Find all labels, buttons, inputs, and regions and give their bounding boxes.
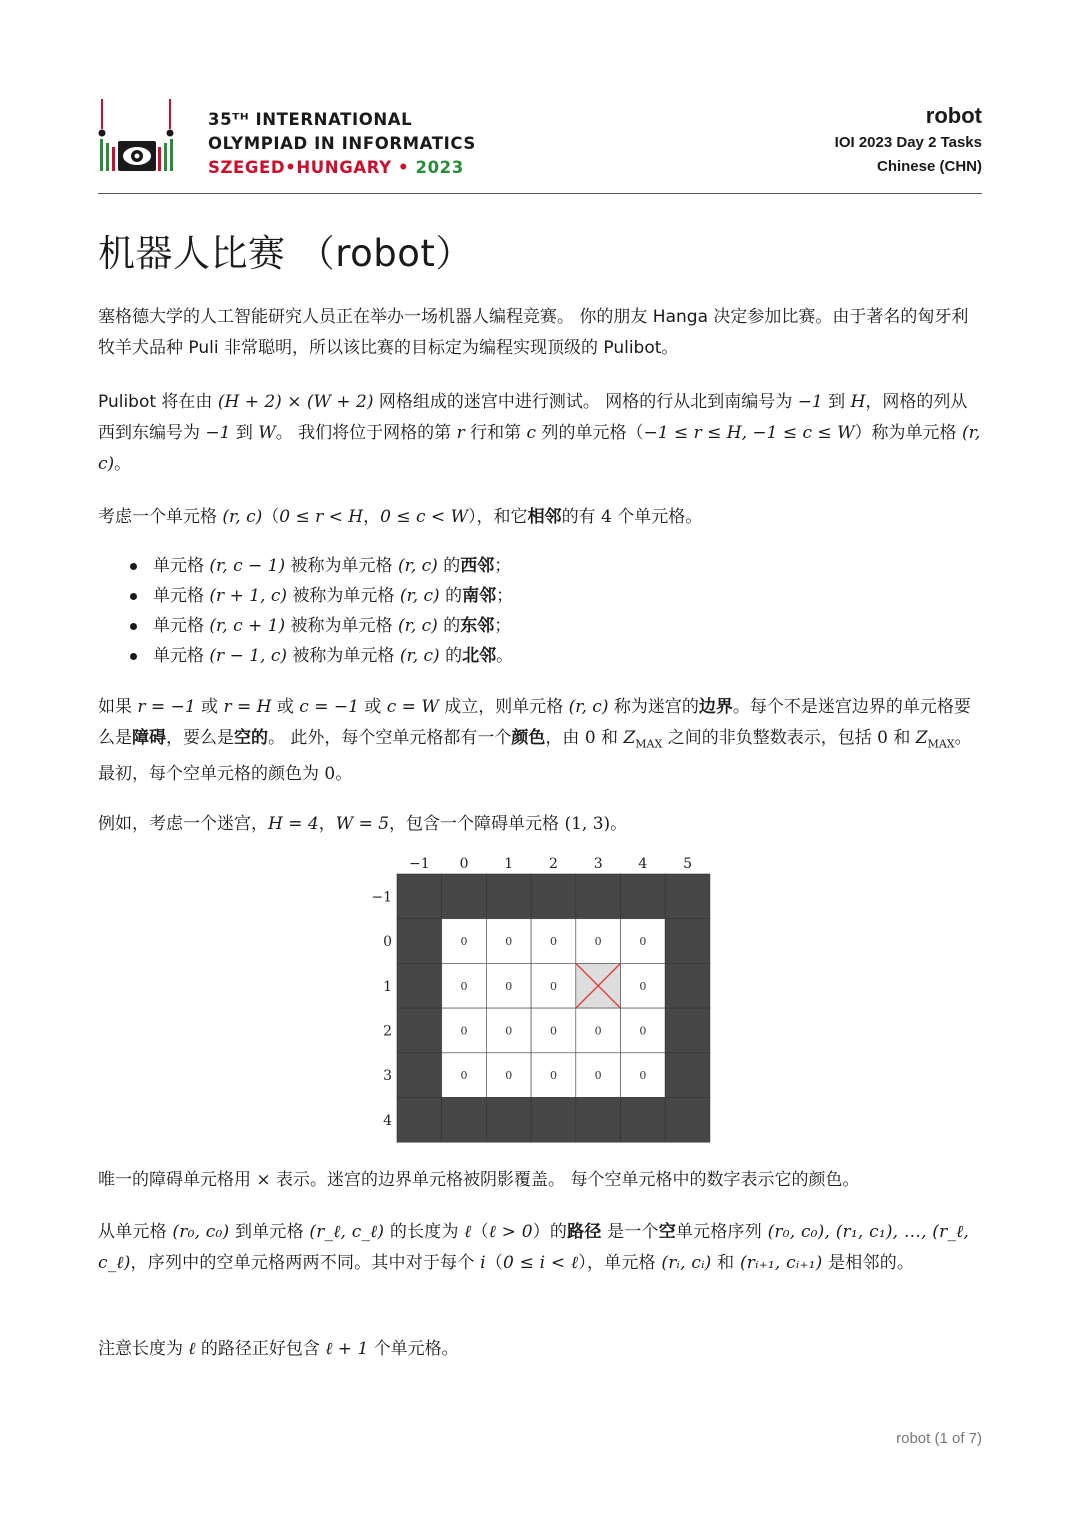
list-item: 单元格 (r − 1, c) 被称为单元格 (r, c) 的北邻。 xyxy=(98,641,982,671)
boundary-cell xyxy=(665,1098,710,1143)
header-meta xyxy=(835,101,982,179)
boundary-cell xyxy=(665,963,710,1008)
boundary-cell xyxy=(397,1008,442,1053)
path-note: 注意长度为 ℓ 的路径正好包含 ℓ + 1 个单元格。 xyxy=(98,1339,459,1359)
cell-color-value: 0 xyxy=(594,1024,602,1038)
boundary-cell xyxy=(397,874,442,919)
col-label: 1 xyxy=(504,856,514,872)
contest-name: IOI 2023 Day 2 Tasks xyxy=(834,134,982,151)
neighbor-list xyxy=(98,551,982,671)
ioi-line1: 35ᵀᴴ INTERNATIONAL xyxy=(208,110,413,129)
boundary-cell xyxy=(665,919,710,964)
col-label: 0 xyxy=(459,856,469,872)
boundary-cell xyxy=(486,874,531,919)
ioi-line2: OLYMPIAD IN INFORMATICS xyxy=(208,134,476,153)
example-paragraph: 例如，考虑一个迷宫，H = 4，W = 5，包含一个障碍单元格 (1, 3)。 xyxy=(98,814,628,834)
row-label: −1 xyxy=(371,889,392,906)
ioi-year: 2023 xyxy=(415,158,464,177)
col-label: 5 xyxy=(683,856,693,872)
list-item: 单元格 (r, c − 1) 被称为单元格 (r, c) 的西邻； xyxy=(98,551,982,581)
cell-color-value: 0 xyxy=(549,935,557,949)
col-label: 4 xyxy=(638,856,648,872)
cell-color-value: 0 xyxy=(505,935,513,949)
boundary-cell xyxy=(621,1098,666,1143)
boundary-cell xyxy=(442,1098,487,1143)
ioi-line3 xyxy=(208,156,476,180)
boundary-cell xyxy=(531,874,576,919)
cell-color-value: 0 xyxy=(594,935,602,949)
cell-color-value: 0 xyxy=(594,1069,602,1083)
boundary-cell xyxy=(486,1098,531,1143)
ioi-city: SZEGED•HUNGARY • xyxy=(208,158,416,177)
cell-color-value: 0 xyxy=(505,1069,513,1083)
cell-color-value: 0 xyxy=(639,1069,647,1083)
maze-figure xyxy=(360,852,720,1148)
list-item: 单元格 (r + 1, c) 被称为单元格 (r, c) 的南邻； xyxy=(98,581,982,611)
row-label: 2 xyxy=(383,1023,392,1040)
page-title: 机器人比赛 （robot） xyxy=(98,232,473,275)
boundary-cell xyxy=(397,963,442,1008)
row-label: 3 xyxy=(383,1068,392,1085)
cell-color-value: 0 xyxy=(460,979,468,993)
cell-color-value: 0 xyxy=(549,1024,557,1038)
cell-color-value: 0 xyxy=(639,935,647,949)
ioi-wordmark xyxy=(208,108,476,180)
grid-paragraph: Pulibot 将在由 (H + 2) × (W + 2) 网格组成的迷宫中进行测试。 网格的行从北到南编号为 −1 到 H，网格的列从西到东编号为 −1 到 W。 我们将位于网格的第 r 行和第 c 列的单元格（−1 ≤ r ≤ H, −1 ≤ c ≤ W）称为单元格 (r, c)。 xyxy=(98,392,981,474)
boundary-cell xyxy=(531,1098,576,1143)
cell-color-value: 0 xyxy=(549,979,557,993)
boundary-cell xyxy=(621,874,666,919)
boundary-cell xyxy=(397,919,442,964)
cell-color-value: 0 xyxy=(639,1024,647,1038)
language-label: Chinese (CHN) xyxy=(876,158,982,175)
header-divider xyxy=(98,193,982,194)
boundary-cell xyxy=(665,874,710,919)
boundary-cell xyxy=(397,1098,442,1143)
page-footer: robot (1 of 7) xyxy=(896,1430,982,1447)
col-label: −1 xyxy=(409,856,430,872)
cell-color-value: 0 xyxy=(505,979,513,993)
row-label: 4 xyxy=(383,1112,392,1129)
boundary-cell xyxy=(397,1053,442,1098)
cell-color-value: 0 xyxy=(460,1069,468,1083)
intro-paragraph: 塞格德大学的人工智能研究人员正在举办一场机器人编程竞赛。 你的朋友 Hanga 决定参加比赛。由于著名的匈牙利牧羊犬品种 Puli 非常聪明，所以该比赛的目标定为编程实现顶级的 Pulibot。 xyxy=(98,307,969,358)
cell-color-value: 0 xyxy=(549,1069,557,1083)
ioi-logo xyxy=(98,97,176,175)
cell-color-value: 0 xyxy=(639,979,647,993)
path-paragraph: 从单元格 (r₀, c₀) 到单元格 (r_ℓ, c_ℓ) 的长度为 ℓ（ℓ > 0）的路径 是一个空单元格序列 (r₀, c₀), (r₁, c₁), …, (r_ℓ, c_ℓ)，序列中的空单元格两两不同。其中对于每个 i（0 ≤ i < ℓ），单元格 (rᵢ, cᵢ) 和 (rᵢ₊₁, cᵢ₊₁) 是相邻的。 xyxy=(98,1222,970,1273)
boundary-cell xyxy=(665,1008,710,1053)
task-name: robot xyxy=(925,103,982,128)
boundary-cell xyxy=(665,1053,710,1098)
row-label: 0 xyxy=(383,934,392,951)
boundary-cell xyxy=(576,1098,621,1143)
cell-color-value: 0 xyxy=(505,1024,513,1038)
boundary-cell xyxy=(442,874,487,919)
figure-caption: 唯一的障碍单元格用 × 表示。迷宫的边界单元格被阴影覆盖。 每个空单元格中的数字表示它的颜色。 xyxy=(98,1170,860,1190)
list-item: 单元格 (r, c + 1) 被称为单元格 (r, c) 的东邻； xyxy=(98,611,982,641)
cell-color-value: 0 xyxy=(460,935,468,949)
row-label: 1 xyxy=(383,978,392,995)
cell-color-value: 0 xyxy=(460,1024,468,1038)
boundary-cell xyxy=(576,874,621,919)
neighbor-intro: 考虑一个单元格 (r, c)（0 ≤ r < H，0 ≤ c < W），和它相邻的有 4 个单元格。 xyxy=(98,507,703,527)
col-label: 3 xyxy=(593,856,603,872)
boundary-paragraph: 如果 r = −1 或 r = H 或 c = −1 或 c = W 成立，则单元格 (r, c) 称为迷宫的边界。每个不是迷宫边界的单元格要么是障碍，要么是空的。 此外，每个空单元格都有一个颜色，由 0 和 $Z_{MAX}$ 之间的非负整数表示，包括 0 和 $Z_{MAX}$。最初，每个空单元格的颜色为 0。 xyxy=(98,697,972,785)
col-label: 2 xyxy=(548,856,558,872)
